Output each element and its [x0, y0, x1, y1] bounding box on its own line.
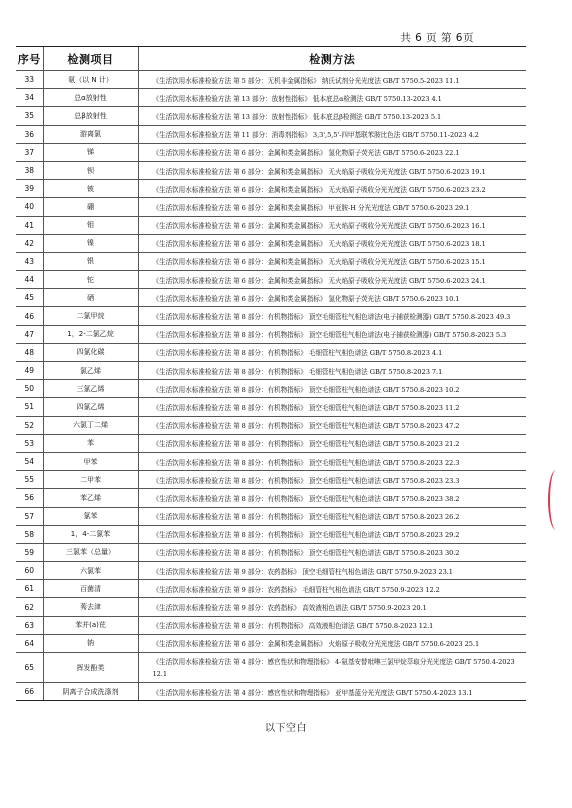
table-row — [16, 380, 526, 398]
table-row — [16, 271, 526, 289]
header-test-method: 检测方法 — [138, 47, 526, 71]
row-serial-no: 52 — [16, 416, 43, 434]
row-serial-no: 48 — [16, 343, 43, 361]
row-test-item: 二氯甲烷 — [43, 307, 138, 325]
row-test-method: 《生活饮用水标准检验方法 第 8 部分：有机物指标》 毛细管柱气相色谱法 GB/T 5750.8-2023 4.1 — [138, 343, 526, 361]
row-serial-no: 59 — [16, 543, 43, 561]
row-test-method: 《生活饮用水标准检验方法 第 6 部分：金属和类金属指标》 氢化物原子荧光法 GB/T 5750.6-2023 22.1 — [138, 143, 526, 161]
row-serial-no: 66 — [16, 683, 43, 701]
row-test-item: 银 — [43, 252, 138, 270]
row-serial-no: 65 — [16, 653, 43, 683]
row-test-method: 《生活饮用水标准检验方法 第 8 部分：有机物指标》 高效液相色谱法 GB/T 5750.8-2023 12.1 — [138, 616, 526, 634]
table-row — [16, 434, 526, 452]
row-test-item: 氯乙烯 — [43, 362, 138, 380]
table-header-row — [16, 47, 526, 71]
table-row — [16, 143, 526, 161]
row-test-item: 硼 — [43, 198, 138, 216]
row-test-item: 钡 — [43, 161, 138, 179]
row-test-item: 三氯乙烯 — [43, 380, 138, 398]
table-row — [16, 89, 526, 107]
row-test-item: 铊 — [43, 271, 138, 289]
table-row — [16, 307, 526, 325]
table-row — [16, 683, 526, 701]
table-row — [16, 416, 526, 434]
row-test-item: 1，4-二氯苯 — [43, 525, 138, 543]
row-test-method: 《生活饮用水标准检验方法 第 6 部分：金属和类金属指标》 无火焰原子吸收分光光度法 GB/T 5750.6-2023 16.1 — [138, 216, 526, 234]
table-row — [16, 289, 526, 307]
table-row — [16, 489, 526, 507]
row-serial-no: 62 — [16, 598, 43, 616]
row-test-method: 《生活饮用水标准检验方法 第 8 部分：有机物指标》 顶空毛细管柱气相色谱法 GB/T 5750.8-2023 47.2 — [138, 416, 526, 434]
row-serial-no: 54 — [16, 452, 43, 470]
row-test-method: 《生活饮用水标准检验方法 第 6 部分：金属和类金属指标》 氢化物原子荧光法 GB/T 5750.6-2023 10.1 — [138, 289, 526, 307]
row-serial-no: 50 — [16, 380, 43, 398]
row-serial-no: 56 — [16, 489, 43, 507]
table-row — [16, 198, 526, 216]
row-serial-no: 42 — [16, 234, 43, 252]
row-serial-no: 33 — [16, 71, 43, 89]
row-serial-no: 64 — [16, 634, 43, 652]
row-test-item: 三氯苯（总量） — [43, 543, 138, 561]
row-test-item: 苯乙烯 — [43, 489, 138, 507]
header-serial-no: 序号 — [16, 47, 43, 71]
row-test-item: 钠 — [43, 634, 138, 652]
row-test-method: 《生活饮用水标准检验方法 第 6 部分：金属和类金属指标》 无火焰原子吸收分光光度法 GB/T 5750.6-2023 24.1 — [138, 271, 526, 289]
table-row — [16, 653, 526, 683]
table-row — [16, 216, 526, 234]
row-serial-no: 34 — [16, 89, 43, 107]
row-serial-no: 58 — [16, 525, 43, 543]
table-row — [16, 125, 526, 143]
row-test-item: 阴离子合成洗涤剂 — [43, 683, 138, 701]
row-test-item: 镍 — [43, 234, 138, 252]
row-serial-no: 51 — [16, 398, 43, 416]
row-test-method: 《生活饮用水标准检验方法 第 13 部分：放射性指标》 低本底总β检测法 GB/T 5750.13-2023 5.1 — [138, 107, 526, 125]
row-test-method: 《生活饮用水标准检验方法 第 8 部分：有机物指标》 顶空毛细管柱气相色谱法 GB/T 5750.8-2023 10.2 — [138, 380, 526, 398]
row-test-method: 《生活饮用水标准检验方法 第 8 部分：有机物指标》 顶空毛细管柱气相色谱法 GB/T 5750.8-2023 38.2 — [138, 489, 526, 507]
row-test-item: 苯并(a)芘 — [43, 616, 138, 634]
row-test-method: 《生活饮用水标准检验方法 第 6 部分：金属和类金属指标》 火焰原子吸收分光光度法 GB/T 5750.6-2023 25.1 — [138, 634, 526, 652]
table-row — [16, 252, 526, 270]
row-test-method: 《生活饮用水标准检验方法 第 8 部分：有机物指标》 顶空毛细管柱气相色谱法 GB/T 5750.8-2023 23.3 — [138, 471, 526, 489]
page-header — [0, 30, 572, 44]
row-test-item: 硒 — [43, 289, 138, 307]
row-test-method: 《生活饮用水标准检验方法 第 6 部分：金属和类金属指标》 无火焰原子吸收分光光度法 GB/T 5750.6-2023 18.1 — [138, 234, 526, 252]
row-serial-no: 35 — [16, 107, 43, 125]
row-serial-no: 39 — [16, 180, 43, 198]
row-serial-no: 60 — [16, 562, 43, 580]
row-test-item: 铍 — [43, 180, 138, 198]
row-test-method: 《生活饮用水标准检验方法 第 8 部分：有机物指标》 毛细管柱气相色谱法 GB/T 5750.8-2023 7.1 — [138, 362, 526, 380]
row-serial-no: 53 — [16, 434, 43, 452]
row-test-method: 《生活饮用水标准检验方法 第 8 部分：有机物指标》 顶空毛细管柱气相色谱法 GB/T 5750.8-2023 21.2 — [138, 434, 526, 452]
table-row — [16, 71, 526, 89]
row-test-item: 四氯乙烯 — [43, 398, 138, 416]
row-serial-no: 55 — [16, 471, 43, 489]
row-test-method: 《生活饮用水标准检验方法 第 4 部分：感官性状和物理指标》 亚甲基蓝分光光度法 GB/T 5750.4-2023 13.1 — [138, 683, 526, 701]
table-row — [16, 634, 526, 652]
row-test-method: 《生活饮用水标准检验方法 第 9 部分：农药指标》 顶空毛细管柱气相色谱法 GB/T 5750.9-2023 23.1 — [138, 562, 526, 580]
table-row — [16, 543, 526, 561]
row-test-item: 1，2-二氯乙烷 — [43, 325, 138, 343]
table-row — [16, 362, 526, 380]
row-serial-no: 40 — [16, 198, 43, 216]
table-row — [16, 452, 526, 470]
row-test-item: 氨（以 N 计） — [43, 71, 138, 89]
row-test-method: 《生活饮用水标准检验方法 第 8 部分：有机物指标》 顶空毛细管柱气相色谱法 GB/T 5750.8-2023 22.3 — [138, 452, 526, 470]
table-row — [16, 562, 526, 580]
row-test-method: 《生活饮用水标准检验方法 第 5 部分：无机非金属指标》 纳氏试剂分光光度法 GB/T 5750.5-2023 11.1 — [138, 71, 526, 89]
row-serial-no: 37 — [16, 143, 43, 161]
test-method-table-container — [16, 46, 526, 701]
row-test-item: 二甲苯 — [43, 471, 138, 489]
row-serial-no: 41 — [16, 216, 43, 234]
row-serial-no: 38 — [16, 161, 43, 179]
row-test-method: 《生活饮用水标准检验方法 第 4 部分：感官性状和物理指标》 4-氨基安替吡啉三氯甲烷萃取分光光度法 GB/T 5750.4-2023 12.1 — [138, 653, 526, 683]
row-serial-no: 43 — [16, 252, 43, 270]
row-test-item: 钼 — [43, 216, 138, 234]
row-test-method: 《生活饮用水标准检验方法 第 8 部分：有机物指标》 顶空毛细管柱气相色谱法(电子捕获检测器) GB/T 5750.8-2023 49.3 — [138, 307, 526, 325]
row-serial-no: 45 — [16, 289, 43, 307]
row-test-item: 挥发酚类 — [43, 653, 138, 683]
row-test-method: 《生活饮用水标准检验方法 第 9 部分：农药指标》 高效液相色谱法 GB/T 5750.9-2023 20.1 — [138, 598, 526, 616]
header-test-item: 检测项目 — [43, 47, 138, 71]
row-test-method: 《生活饮用水标准检验方法 第 6 部分：金属和类金属指标》 无火焰原子吸收分光光度法 GB/T 5750.6-2023 23.2 — [138, 180, 526, 198]
row-test-item: 锑 — [43, 143, 138, 161]
row-test-item: 游离氯 — [43, 125, 138, 143]
table-row — [16, 161, 526, 179]
table-row — [16, 525, 526, 543]
row-test-item: 甲苯 — [43, 452, 138, 470]
row-test-method: 《生活饮用水标准检验方法 第 8 部分：有机物指标》 顶空毛细管柱气相色谱法 GB/T 5750.8-2023 11.2 — [138, 398, 526, 416]
row-test-item: 总β放射性 — [43, 107, 138, 125]
row-serial-no: 46 — [16, 307, 43, 325]
table-row — [16, 471, 526, 489]
row-test-method: 《生活饮用水标准检验方法 第 6 部分：金属和类金属指标》 甲亚胺-H 分光光度法 GB/T 5750.6-2023 29.1 — [138, 198, 526, 216]
table-row — [16, 598, 526, 616]
page-number: 共 6 页 第 6页 — [400, 32, 474, 44]
table-row — [16, 180, 526, 198]
row-test-method: 《生活饮用水标准检验方法 第 9 部分：农药指标》 毛细管柱气相色谱法 GB/T 5750.9-2023 12.2 — [138, 580, 526, 598]
table-row — [16, 580, 526, 598]
table-row — [16, 343, 526, 361]
row-test-item: 四氯化碳 — [43, 343, 138, 361]
row-test-item: 氯苯 — [43, 507, 138, 525]
row-serial-no: 44 — [16, 271, 43, 289]
row-test-item: 莠去津 — [43, 598, 138, 616]
row-test-method: 《生活饮用水标准检验方法 第 8 部分：有机物指标》 顶空毛细管柱气相色谱法(电子捕获检测器) GB/T 5750.8-2023 5.3 — [138, 325, 526, 343]
row-test-item: 六氯丁二烯 — [43, 416, 138, 434]
seal-stamp-edge — [548, 470, 564, 530]
table-row — [16, 325, 526, 343]
row-test-method: 《生活饮用水标准检验方法 第 13 部分：放射性指标》 低本底总α检测法 GB/T 5750.13-2023 4.1 — [138, 89, 526, 107]
row-test-method: 《生活饮用水标准检验方法 第 8 部分：有机物指标》 顶空毛细管柱气相色谱法 GB/T 5750.8-2023 26.2 — [138, 507, 526, 525]
row-test-method: 《生活饮用水标准检验方法 第 11 部分：消毒剂指标》 3,3',5,5'-四甲基联苯胺比色法 GB/T 5750.11-2023 4.2 — [138, 125, 526, 143]
table-row — [16, 234, 526, 252]
row-test-item: 六氯苯 — [43, 562, 138, 580]
row-test-method: 《生活饮用水标准检验方法 第 6 部分：金属和类金属指标》 无火焰原子吸收分光光度法 GB/T 5750.6-2023 19.1 — [138, 161, 526, 179]
table-row — [16, 107, 526, 125]
row-test-method: 《生活饮用水标准检验方法 第 8 部分：有机物指标》 顶空毛细管柱气相色谱法 GB/T 5750.8-2023 29.2 — [138, 525, 526, 543]
row-test-item: 苯 — [43, 434, 138, 452]
row-serial-no: 47 — [16, 325, 43, 343]
blank-below-note: 以下空白 — [265, 723, 307, 734]
test-method-table — [16, 47, 526, 700]
table-row — [16, 507, 526, 525]
row-serial-no: 61 — [16, 580, 43, 598]
row-serial-no: 49 — [16, 362, 43, 380]
row-test-item: 总α放射性 — [43, 89, 138, 107]
row-test-method: 《生活饮用水标准检验方法 第 6 部分：金属和类金属指标》 无火焰原子吸收分光光度法 GB/T 5750.6-2023 15.1 — [138, 252, 526, 270]
row-test-item: 百菌清 — [43, 580, 138, 598]
row-serial-no: 57 — [16, 507, 43, 525]
table-row — [16, 398, 526, 416]
row-serial-no: 36 — [16, 125, 43, 143]
row-test-method: 《生活饮用水标准检验方法 第 8 部分：有机物指标》 顶空毛细管柱气相色谱法 GB/T 5750.8-2023 30.2 — [138, 543, 526, 561]
table-row — [16, 616, 526, 634]
row-serial-no: 63 — [16, 616, 43, 634]
